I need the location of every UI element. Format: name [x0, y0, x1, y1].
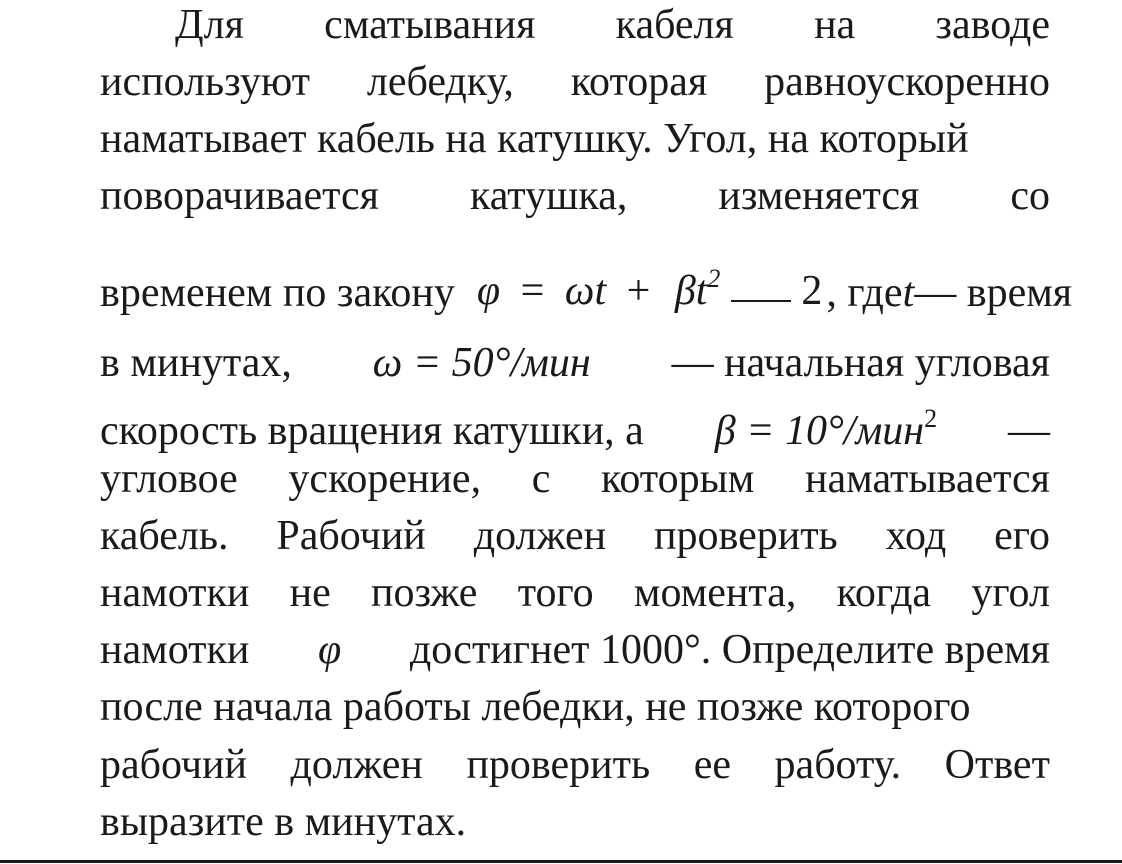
word: угловое: [100, 456, 238, 502]
word: с: [531, 456, 551, 502]
line-text: —: [1007, 408, 1050, 454]
line-text: , где: [826, 270, 903, 316]
word: кабель.: [100, 513, 229, 559]
word: проверить: [466, 742, 651, 788]
word: когда: [836, 570, 932, 616]
text-line-13: [100, 740, 1050, 790]
text-line-8: [100, 454, 1050, 504]
beta-expression: [715, 396, 937, 456]
plus-sign: +: [626, 268, 651, 315]
beta-exponent: 2: [924, 404, 938, 433]
word: которая: [570, 59, 708, 105]
word: намотки: [100, 627, 250, 673]
word: Ответ: [944, 742, 1050, 788]
line-text: наматывает кабель на катушку. Угол, на который: [100, 116, 969, 162]
line-text: в минутах,: [100, 340, 292, 386]
word: ускорение,: [288, 456, 482, 502]
text-line-4: [100, 171, 1050, 221]
word: должен: [290, 742, 423, 788]
word: сматывания: [324, 2, 536, 48]
word: ее: [693, 742, 731, 788]
word: ход: [885, 513, 947, 559]
text-line-11: [100, 625, 1050, 675]
word: поворачивается: [100, 173, 379, 219]
text-line-3: [100, 114, 1050, 164]
phi-symbol: φ: [476, 268, 501, 315]
t-variable: t: [902, 270, 915, 316]
line-text: после начала работы лебедки, не позже которого: [100, 684, 971, 730]
text-line-14: [100, 797, 1050, 847]
text-line-12: [100, 682, 1050, 732]
word: со: [1010, 173, 1050, 219]
word: его: [994, 513, 1050, 559]
text-line-2: [100, 57, 1050, 107]
word: наматывается: [805, 456, 1050, 502]
text-line-5: [100, 238, 1073, 348]
line-text: — время: [914, 270, 1073, 316]
line-text: достигнет 1000°. Определите время: [409, 627, 1050, 673]
line-text: — начальная угловая: [671, 340, 1050, 386]
word: проверить: [654, 513, 838, 559]
word: равноускоренно: [764, 59, 1050, 105]
word: кабеля: [615, 2, 734, 48]
word: на: [814, 2, 856, 48]
omega-expression: ω = 50°/мин: [372, 340, 591, 386]
word: заводе: [935, 2, 1050, 48]
word: не: [289, 570, 331, 616]
problem-text: [100, 0, 1073, 860]
word: используют: [100, 59, 311, 105]
line-text: скорость вращения катушки, а: [100, 408, 644, 454]
word: момента,: [633, 570, 797, 616]
word: угол: [971, 570, 1050, 616]
formula-phi: [477, 236, 827, 349]
word: рабочий: [100, 742, 247, 788]
word: которым: [601, 456, 755, 502]
fraction-denominator: 2: [801, 267, 823, 314]
equals-sign: =: [520, 268, 545, 315]
word: Для: [175, 2, 244, 48]
word: лебедку,: [366, 59, 514, 105]
word: работу.: [774, 742, 902, 788]
word: позже: [371, 570, 478, 616]
fraction-bar: [731, 300, 791, 302]
text-line-6: [100, 338, 1050, 388]
word: изменяется: [718, 173, 920, 219]
beta-text: β = 10°/мин: [714, 408, 925, 454]
word: должен: [473, 513, 607, 559]
word: катушка,: [469, 173, 628, 219]
text-line-7: [100, 396, 1050, 454]
phi-symbol: φ: [318, 627, 342, 673]
numerator-exponent: 2: [707, 263, 721, 293]
line-text: временем по закону: [100, 270, 455, 316]
numerator-text: βt: [674, 267, 708, 314]
text-line-1: [100, 0, 1050, 50]
line-text: выразите в минутах.: [100, 799, 467, 845]
text-line-10: [100, 568, 1050, 618]
word: Рабочий: [276, 513, 426, 559]
omega-t: ωt: [564, 268, 607, 315]
word: намотки: [100, 570, 250, 616]
fraction-numerator: [675, 259, 721, 313]
fraction: [675, 236, 823, 346]
text-line-9: [100, 511, 1050, 561]
bottom-divider: [0, 860, 1122, 863]
word: того: [517, 570, 594, 616]
